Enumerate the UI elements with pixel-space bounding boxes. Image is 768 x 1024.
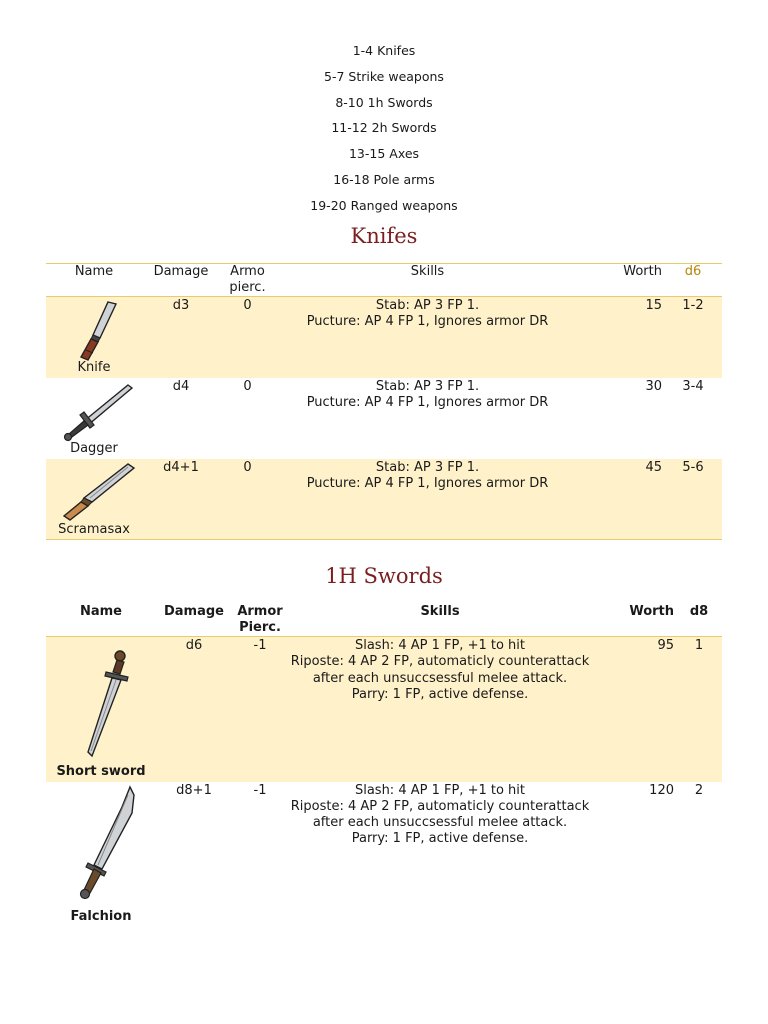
header-worth: Worth	[629, 604, 674, 619]
weapon-name: Knife	[77, 360, 111, 376]
scramasax-icon	[48, 460, 142, 526]
swords-table	[46, 604, 722, 927]
armor-cell: -1	[253, 638, 267, 653]
roll-table-item: 13-15 Axes	[348, 146, 420, 162]
knifes-heading: Knifes	[350, 224, 418, 248]
weapon-name: Scramasax	[58, 521, 130, 537]
armor-cell: -1	[253, 782, 267, 798]
skill-line: after each unsuccsessful melee attack.	[312, 670, 568, 686]
worth-cell: 15	[645, 298, 662, 313]
worth-cell: 120	[649, 782, 674, 798]
short-sword-icon	[48, 638, 156, 762]
skills-cell	[275, 378, 580, 459]
roll-table-item: 1-4 Knifes	[352, 43, 416, 58]
header-worth: Worth	[623, 264, 662, 279]
roll-cell: 1-2	[682, 298, 704, 313]
table-row	[46, 637, 722, 782]
header-die: d6	[684, 264, 702, 279]
worth-cell: 45	[645, 459, 662, 475]
header-die: d8	[689, 604, 709, 619]
header-damage: Damage	[153, 264, 209, 279]
weapon-cell	[46, 378, 142, 459]
armor-cell: 0	[243, 378, 252, 394]
weapon-cell	[46, 297, 142, 378]
skill-line: after each unsuccsessful melee attack.	[312, 815, 568, 831]
skills-cell	[288, 782, 592, 927]
roll-table-item: 16-18 Pole arms	[333, 171, 435, 187]
damage-cell: d4+1	[163, 459, 199, 475]
roll-table-item: 11-12 2h Swords	[331, 120, 437, 136]
skills-cell	[275, 297, 580, 378]
damage-cell: d6	[185, 638, 203, 653]
table-header-row	[46, 604, 722, 637]
header-armor-piercing: Armo pierc.	[229, 264, 266, 295]
table-row	[46, 378, 722, 459]
skill-line: Slash: 4 AP 1 FP, +1 to hit	[354, 638, 526, 653]
swords-heading: 1H Swords	[325, 564, 443, 588]
weapon-name: Short sword	[56, 764, 146, 780]
falchion-icon	[48, 783, 156, 907]
header-armor-piercing: Armor Pierc.	[237, 604, 283, 635]
skill-line: Parry: 1 FP, active defense.	[351, 686, 529, 702]
skill-line: Parry: 1 FP, active defense.	[351, 831, 529, 847]
armor-cell: 0	[243, 459, 252, 475]
skills-cell	[275, 459, 580, 540]
skill-line: Pucture: AP 4 FP 1, Ignores armor DR	[306, 475, 549, 491]
skills-cell	[288, 637, 592, 782]
skill-line: Riposte: 4 AP 2 FP, automaticly counterattack	[290, 798, 590, 814]
worth-cell: 30	[645, 378, 662, 394]
roll-cell: 1	[694, 638, 704, 653]
damage-cell: d8+1	[176, 782, 212, 798]
roll-table-item: 5-7 Strike weapons	[324, 68, 444, 84]
skill-line: Pucture: AP 4 FP 1, Ignores armor DR	[306, 314, 549, 330]
roll-table-item: 19-20 Ranged weapons	[310, 197, 458, 213]
skill-line: Riposte: 4 AP 2 FP, automaticly counterattack	[290, 654, 590, 670]
roll-table	[0, 38, 768, 219]
armor-cell: 0	[243, 298, 252, 313]
skill-line: Slash: 4 AP 1 FP, +1 to hit	[354, 782, 526, 798]
table-row	[46, 782, 722, 927]
roll-cell: 2	[694, 782, 704, 798]
roll-cell: 3-4	[682, 378, 704, 394]
knife-icon	[48, 298, 142, 364]
header-damage: Damage	[163, 604, 224, 619]
roll-cell: 5-6	[682, 459, 704, 475]
weapon-name: Falchion	[70, 909, 132, 925]
worth-cell: 95	[657, 638, 674, 653]
header-skills: Skills	[410, 264, 445, 279]
table-row	[46, 297, 722, 378]
weapon-name: Dagger	[70, 441, 118, 457]
skill-line: Stab: AP 3 FP 1.	[375, 298, 480, 313]
skill-line: Pucture: AP 4 FP 1, Ignores armor DR	[306, 394, 549, 410]
weapon-cell	[46, 782, 156, 927]
weapon-cell	[46, 637, 156, 782]
skill-line: Stab: AP 3 FP 1.	[375, 459, 480, 475]
header-name: Name	[74, 264, 114, 279]
weapon-cell	[46, 459, 142, 540]
skill-line: Stab: AP 3 FP 1.	[375, 378, 480, 394]
roll-table-item: 8-10 1h Swords	[335, 94, 433, 110]
table-row	[46, 459, 722, 540]
header-skills: Skills	[420, 604, 460, 619]
table-header-row	[46, 264, 722, 297]
damage-cell: d3	[172, 298, 190, 313]
dagger-icon	[48, 379, 142, 445]
knifes-table	[46, 263, 722, 540]
damage-cell: d4	[172, 378, 190, 394]
header-name: Name	[79, 604, 122, 619]
